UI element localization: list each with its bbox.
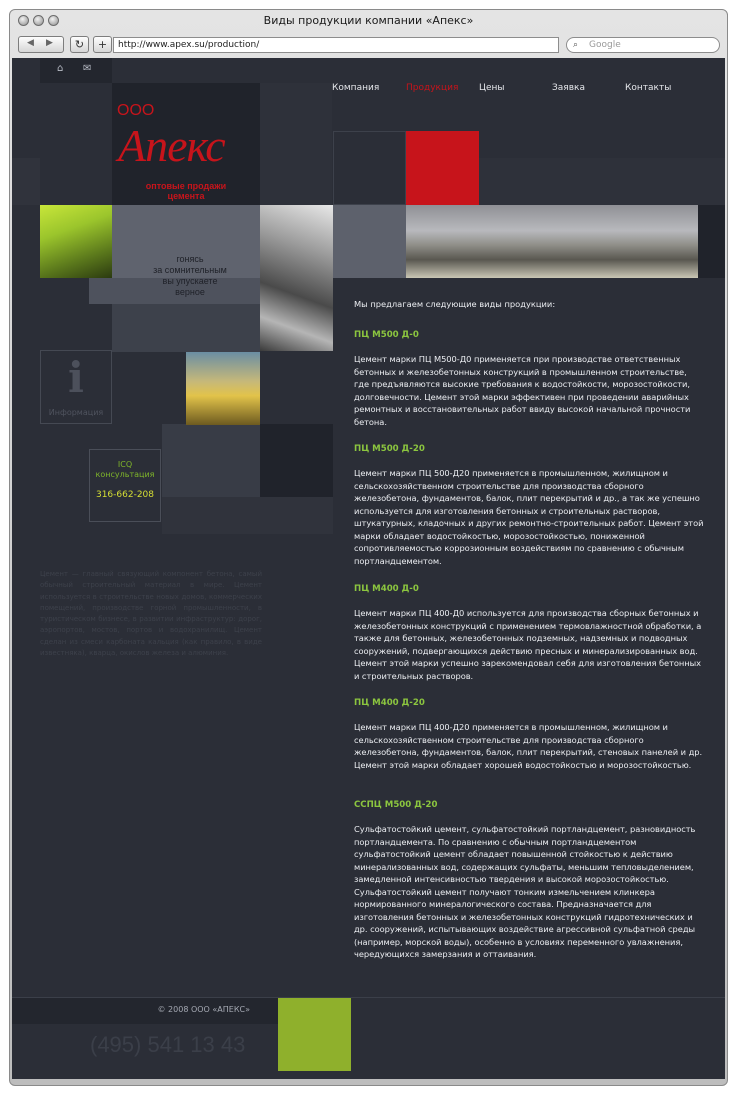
deco-block bbox=[260, 83, 332, 205]
deco-block bbox=[162, 497, 333, 534]
icq-title bbox=[90, 460, 160, 480]
product-section bbox=[354, 330, 704, 428]
silo-photo bbox=[186, 352, 260, 425]
close-window-button[interactable] bbox=[18, 15, 29, 26]
minimize-window-button[interactable] bbox=[33, 15, 44, 26]
menu-item-products[interactable]: Продукция bbox=[406, 83, 459, 93]
menu-item-prices[interactable]: Цены bbox=[479, 83, 505, 93]
window-titlebar bbox=[10, 10, 727, 32]
phone-number: (495) 541 13 43 bbox=[90, 1032, 246, 1057]
product-description: Цемент марки ПЦ 400-Д0 используется для производства сборных бетонных и железобетонных конструкций с применением термовлажностной обработки, а также для бетонных, железобетонных подземных, надземных и подводных сооружений, подвергающихся действию пресных и минерализированных вод. Цемент этой марки успешно зарекомендовал себя для изготовления бетонных и строительных растворов. bbox=[354, 608, 702, 681]
web-page bbox=[12, 58, 725, 1079]
search-icon: ⌕ bbox=[573, 40, 579, 50]
copyright: © 2008 ООО «АПЕКС» bbox=[12, 998, 278, 1024]
mail-icon[interactable]: ✉ bbox=[83, 63, 92, 74]
product-description: Цемент марки ПЦ М500-Д0 применяется при производстве ответственных бетонных и железобетонных конструкций в промышленном строительстве, где предъявляются высокие требования к водостойкости, морозостойкости, долговечности. Цемент этой марки эффективен при проведении аварийных ремонтных и восстановительных работ ввиду высокой начальной прочности бетона. bbox=[354, 354, 691, 427]
deco-block bbox=[479, 158, 725, 205]
product-title: ПЦ М400 Д-0 bbox=[354, 584, 419, 594]
deco-block bbox=[112, 304, 260, 352]
info-label: Информация bbox=[48, 408, 104, 417]
home-icon[interactable]: ⌂ bbox=[57, 63, 64, 74]
logo-tagline-line: цемента bbox=[167, 191, 205, 201]
industrial-panorama-photo bbox=[406, 205, 698, 278]
logo-tagline-line: оптовые продажи bbox=[145, 181, 227, 191]
logo[interactable] bbox=[112, 83, 260, 205]
icq-title-line: консультация bbox=[95, 470, 155, 479]
product-section bbox=[354, 698, 704, 771]
info-icon: i bbox=[68, 353, 84, 402]
slogan bbox=[132, 254, 248, 298]
products-intro: Мы предлагаем следующие виды продукции: bbox=[354, 299, 556, 309]
red-accent-block bbox=[406, 131, 479, 205]
product-description: Цемент марки ПЦ 400-Д20 применяется в промышленном, жилищном и сельскохозяйственном строительстве для производства сборного железобетона, фундаментов, балок, плит перекрытий, стеновых панелей и др. Цемент этой марки обладает хорошей водостойкостью и морозостойкостью. bbox=[354, 722, 703, 770]
product-title: ССПЦ М500 Д-20 bbox=[354, 800, 438, 810]
back-arrow-icon[interactable]: ◀ bbox=[27, 38, 34, 48]
back-forward-control bbox=[18, 36, 64, 53]
footer-accent-block bbox=[278, 998, 351, 1071]
deco-block bbox=[12, 158, 40, 205]
reload-icon: ↻ bbox=[74, 38, 85, 51]
deco-block bbox=[260, 424, 333, 497]
search-placeholder: Google bbox=[589, 40, 621, 50]
cement-description: Цемент — главный связующий компонент бетона, самый обычный строительный материал в мире. Цемент используется в строительстве новых домов, коммерческих помещений, производстве горной промышленности, в туристическом бизнесе, в развитии инфраструктур: дорог, аэропортов, мостов, портов и водохранилищ. Цемент сделан из смеси карбоната кальция (как правило, в виде известняка), кварца, окислов железа и алюминия. bbox=[40, 570, 262, 658]
menu-item-order[interactable]: Заявка bbox=[552, 83, 585, 93]
window-title: Виды продукции компании «Апекс» bbox=[263, 14, 474, 27]
address-url: http://www.apex.su/production/ bbox=[118, 40, 260, 50]
logo-name: Апекс bbox=[118, 120, 225, 171]
product-description: Сульфатостойкий цемент, сульфатостойкий портландцемент, разновидность портландцемента. По сравнению с обычным портландцементом сульфатостойкий цемент обладает повышенной стойкостью к действию минерализованных вод, содержащих сульфаты, меньшим тепловыделением, замедленной интенсивностью твердения и высокой морозостойкостью. Сульфатостойкий цемент получают тонким измельчением клинкера нормированного минералогического состава. Предназначается для изготовления бетонных и железобетонных конструкций гидротехнических и др. сооружений, испытывающих воздействие агрессивной сульфатной среды (например, морской воды), особенно в условиях переменного увлажнения, чередующихся замерзания и оттаивания. bbox=[354, 824, 696, 959]
info-link[interactable] bbox=[40, 350, 112, 424]
deco-block bbox=[698, 205, 725, 278]
deco-block bbox=[333, 205, 406, 278]
zoom-window-button[interactable] bbox=[48, 15, 59, 26]
forward-arrow-icon[interactable]: ▶ bbox=[46, 38, 53, 48]
logo-prefix: ООО bbox=[117, 102, 155, 119]
slogan-line: верное bbox=[175, 287, 205, 297]
browser-toolbar bbox=[10, 32, 727, 58]
icq-consultation[interactable] bbox=[89, 449, 161, 522]
slogan-line: гонясь bbox=[176, 254, 204, 264]
product-section bbox=[354, 584, 704, 682]
footer bbox=[12, 997, 725, 1079]
add-bookmark-button[interactable] bbox=[93, 36, 112, 53]
search-field[interactable] bbox=[566, 37, 720, 53]
product-section bbox=[354, 800, 704, 961]
product-title: ПЦ М500 Д-0 bbox=[354, 330, 419, 340]
menu-item-company[interactable]: Компания bbox=[332, 83, 380, 93]
reload-button[interactable] bbox=[70, 36, 89, 53]
icq-number: 316-662-208 bbox=[95, 490, 155, 500]
deco-block bbox=[162, 424, 260, 497]
product-section bbox=[354, 444, 704, 567]
slogan-line: вы упускаете bbox=[162, 276, 218, 286]
top-icons-bar bbox=[40, 58, 112, 83]
menu-item-contacts[interactable]: Контакты bbox=[625, 83, 672, 93]
deco-block bbox=[333, 131, 406, 205]
product-title: ПЦ М400 Д-20 bbox=[354, 698, 425, 708]
product-title: ПЦ М500 Д-20 bbox=[354, 444, 425, 454]
product-description: Цемент марки ПЦ 500-Д20 применяется в промышленном, жилищном и сельскохозяйственном строительстве для производства сборного железобетона, фундаментов, балок, плит перекрытий и др., а так же успешно используется для изготовления бетонных и строительных растворов, штукатурных, кладочных и других ремонтно-строительных работ. Цемент этой марки обладает водостойкостью, морозостойкостью, пониженной сопротивляемостью коррозионным воздействиям по сравнению с обычным портландцементом. bbox=[354, 468, 704, 566]
logo-tagline bbox=[112, 181, 260, 201]
cement-plant-photo bbox=[40, 205, 112, 278]
address-bar[interactable] bbox=[113, 37, 559, 53]
slogan-line: за сомнительным bbox=[153, 265, 227, 275]
icq-title-line: ICQ bbox=[117, 460, 133, 469]
conveyor-photo bbox=[260, 205, 333, 351]
browser-window bbox=[9, 9, 728, 1086]
plus-icon: + bbox=[97, 38, 108, 51]
